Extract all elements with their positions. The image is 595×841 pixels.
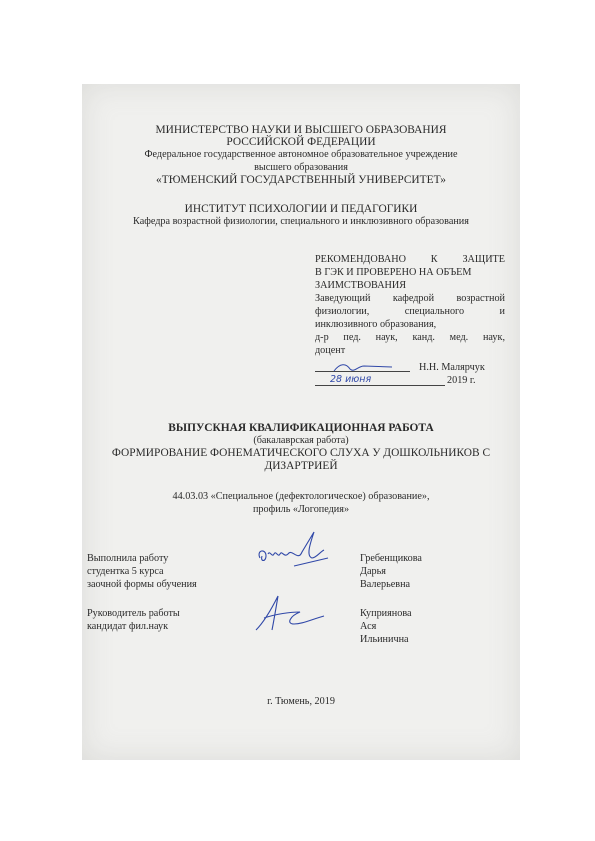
head-name: Н.Н. Малярчук — [419, 362, 485, 373]
document-page — [82, 84, 520, 760]
institution-type-line-2: высшего образования — [254, 162, 348, 173]
advisor-surname: Куприянова — [360, 608, 412, 619]
approver-role-2: физиологии, специального и — [315, 306, 505, 317]
approver-role-1: Заведующий кафедрой возрастной — [315, 293, 505, 304]
approval-line-1: РЕКОМЕНДОВАНО К ЗАЩИТЕ — [315, 254, 505, 265]
advisor-role-1: Руководитель работы — [87, 608, 180, 619]
approver-degree-1: д-р пед. наук, канд. мед. наук, — [315, 332, 505, 343]
ministry-line-1: МИНИСТЕРСТВО НАУКИ И ВЫСШЕГО ОБРАЗОВАНИЯ — [155, 124, 447, 136]
ministry-line-2: РОССИЙСКОЙ ФЕДЕРАЦИИ — [226, 136, 376, 148]
work-type-title: ВЫПУСКНАЯ КВАЛИФИКАЦИОННАЯ РАБОТА — [168, 422, 434, 434]
work-subtype: (бакалаврская работа) — [253, 435, 349, 446]
approver-role-3: инклюзивного образования, — [315, 319, 437, 330]
student-surname: Гребенщикова — [360, 553, 422, 564]
program-line-1: 44.03.03 «Специальное (дефектологическое) образование», — [172, 491, 430, 502]
advisor-signature — [250, 590, 335, 638]
head-signature — [332, 360, 402, 374]
date-line — [315, 385, 445, 386]
advisor-role-2: кандидат фил.наук — [87, 621, 169, 632]
city-year: г. Тюмень, 2019 — [267, 696, 335, 707]
approval-line-3: ЗАИМСТВОВАНИЯ — [315, 280, 407, 291]
approval-line-2: В ГЭК И ПРОВЕРЕНО НА ОБЪЕМ — [315, 267, 472, 278]
advisor-first-name: Ася — [360, 621, 377, 632]
date-year: 2019 г. — [447, 375, 476, 386]
student-signature — [254, 528, 334, 576]
student-role-1: Выполнила работу — [87, 553, 169, 564]
institution-type-line-1: Федеральное государственное автономное образовательное учреждение — [144, 149, 458, 160]
topic-line-1: ФОРМИРОВАНИЕ ФОНЕМАТИЧЕСКОГО СЛУХА У ДОШКОЛЬНИКОВ С — [111, 447, 491, 459]
topic-line-2: ДИЗАРТРИЕЙ — [264, 460, 338, 472]
student-role-3: заочной формы обучения — [87, 579, 197, 590]
institute-name: ИНСТИТУТ ПСИХОЛОГИИ И ПЕДАГОГИКИ — [184, 203, 418, 215]
handwritten-date: 28 июня — [330, 374, 372, 385]
department-name: Кафедра возрастной физиологии, специального и инклюзивного образования — [133, 216, 469, 227]
student-patronymic: Валерьевна — [360, 579, 411, 590]
program-line-2: профиль «Логопедия» — [252, 504, 350, 515]
university-name: «ТЮМЕНСКИЙ ГОСУДАРСТВЕННЫЙ УНИВЕРСИТЕТ» — [156, 174, 446, 186]
student-role-2: студентка 5 курса — [87, 566, 164, 577]
approver-degree-2: доцент — [315, 345, 346, 356]
student-first-name: Дарья — [360, 566, 386, 577]
advisor-patronymic: Ильинична — [360, 634, 409, 645]
